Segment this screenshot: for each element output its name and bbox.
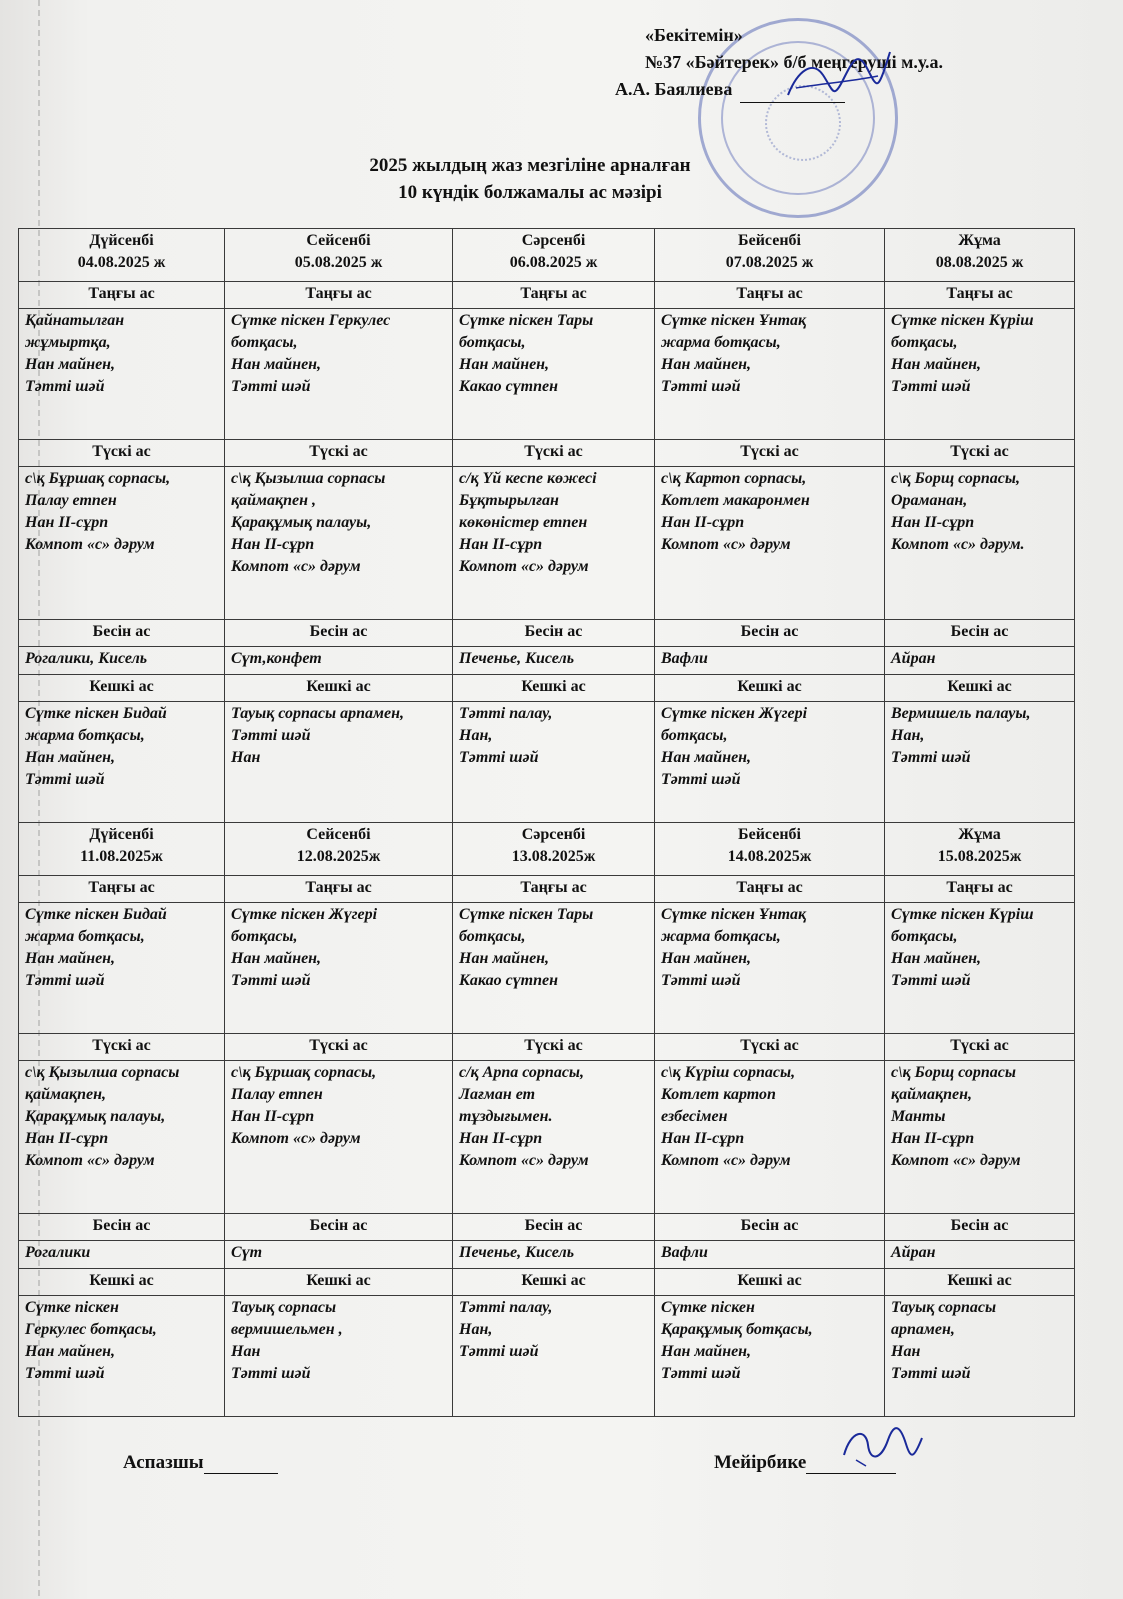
snack-label: Бесін ас (453, 620, 655, 647)
snack-dish-cell: Сүт,конфет (225, 647, 453, 675)
dinner-dish-cell: Сүтке піскен Геркулес ботқасы, Нан майнен, Тәтті шәй (19, 1296, 225, 1417)
lunch-label: Түскі ас (225, 440, 453, 467)
dinner-label: Кешкі ас (655, 675, 885, 702)
day-date: 06.08.2025 ж (509, 254, 598, 271)
document-title (250, 152, 810, 206)
dinner-label: Кешкі ас (655, 1269, 885, 1296)
menu-table (18, 228, 1075, 1417)
day-header-cell (453, 823, 655, 876)
dinner-label: Кешкі ас (225, 675, 453, 702)
breakfast-label: Таңғы ас (225, 282, 453, 309)
day-date: 15.08.2025ж (937, 848, 1022, 865)
lunch-label: Түскі ас (225, 1034, 453, 1061)
day-header-cell (19, 229, 225, 282)
menu-table-body (19, 229, 1075, 1417)
lunch-dish-cell: с\қ Борщ сорпасы қаймақпен, Манты Нан ІІ-сұрп Компот «с» дәрум (885, 1061, 1075, 1214)
day-header-row (19, 823, 1075, 876)
breakfast-label: Таңғы ас (19, 282, 225, 309)
snack-label: Бесін ас (655, 1214, 885, 1241)
lunch-dish-cell: с\қ Бұршақ сорпасы, Палау етпен Нан ІІ-сұрп Компот «с» дәрум (225, 1061, 453, 1214)
day-date: 11.08.2025ж (80, 848, 163, 865)
dinner-dish-cell: Тауық сорпасы арпамен, Нан Тәтті шәй (885, 1296, 1075, 1417)
dinner-label: Кешкі ас (19, 1269, 225, 1296)
snack-dish-cell: Рогалики (19, 1241, 225, 1269)
lunch-label: Түскі ас (885, 440, 1075, 467)
lunch-dish-cell: с/қ Үй кеспе көжесі Бұқтырылған көкөністер етпен Нан ІІ-сұрп Компот «с» дәрум (453, 467, 655, 620)
lunch-label: Түскі ас (453, 440, 655, 467)
nurse-label: Мейірбике (714, 1452, 807, 1473)
snack-label: Бесін ас (19, 1214, 225, 1241)
snack-dish-row (19, 647, 1075, 675)
day-header-cell (453, 229, 655, 282)
lunch-label: Түскі ас (19, 1034, 225, 1061)
dinner-dish-cell: Тәтті палау, Нан, Тәтті шәй (453, 1296, 655, 1417)
day-name: Жұма (958, 232, 1001, 249)
dinner-label: Кешкі ас (19, 675, 225, 702)
lunch-label: Түскі ас (453, 1034, 655, 1061)
snack-label: Бесін ас (19, 620, 225, 647)
director-signature (778, 40, 898, 110)
snack-dish-cell: Сүт (225, 1241, 453, 1269)
day-name: Сейсенбі (306, 826, 371, 843)
lunch-dish-row (19, 1061, 1075, 1214)
day-name: Бейсенбі (738, 826, 801, 843)
breakfast-label: Таңғы ас (885, 876, 1075, 903)
dinner-label: Кешкі ас (453, 1269, 655, 1296)
breakfast-label: Таңғы ас (19, 876, 225, 903)
dinner-label: Кешкі ас (225, 1269, 453, 1296)
snack-label: Бесін ас (885, 620, 1075, 647)
breakfast-dish-cell: Сүтке піскен Күріш ботқасы, Нан майнен, Тәтті шәй (885, 903, 1075, 1034)
nurse-signature (836, 1420, 926, 1470)
breakfast-label: Таңғы ас (453, 282, 655, 309)
snack-dish-cell: Печенье, Кисель (453, 647, 655, 675)
breakfast-label: Таңғы ас (655, 282, 885, 309)
cook-signature-line (204, 1455, 278, 1474)
dinner-dish-cell: Сүтке піскен Жүгері ботқасы, Нан майнен, Тәтті шәй (655, 702, 885, 823)
breakfast-dish-cell: Сүтке піскен Ұнтақ жарма ботқасы, Нан майнен, Тәтті шәй (655, 903, 885, 1034)
day-name: Жұма (958, 826, 1001, 843)
snack-dish-cell: Вафли (655, 647, 885, 675)
breakfast-dish-cell: Сүтке піскен Тары ботқасы, Нан майнен, Какао сүтпен (453, 903, 655, 1034)
title-line-2: 10 күндік болжамалы ас мәзірі (398, 182, 662, 203)
breakfast-label: Таңғы ас (885, 282, 1075, 309)
dinner-dish-cell: Сүтке піскен Қарақұмық ботқасы, Нан майнен, Тәтті шәй (655, 1296, 885, 1417)
dinner-dish-cell: Тауық сорпасы вермишельмен , Нан Тәтті шәй (225, 1296, 453, 1417)
lunch-dish-cell: с\қ Қызылша сорпасы қаймақпен , Қарақұмық палауы, Нан ІІ-сұрп Компот «с» дәрум (225, 467, 453, 620)
dinner-label-row (19, 1269, 1075, 1296)
day-date: 07.08.2025 ж (725, 254, 814, 271)
day-header-cell (885, 229, 1075, 282)
dinner-dish-cell: Тәтті палау, Нан, Тәтті шәй (453, 702, 655, 823)
dinner-dish-cell: Сүтке піскен Бидай жарма ботқасы, Нан майнен, Тәтті шәй (19, 702, 225, 823)
title-line-1: 2025 жылдың жаз мезгіліне арналған (369, 155, 691, 176)
dinner-label: Кешкі ас (453, 675, 655, 702)
day-header-cell (655, 823, 885, 876)
dinner-dish-row (19, 702, 1075, 823)
lunch-label: Түскі ас (885, 1034, 1075, 1061)
breakfast-dish-row (19, 903, 1075, 1034)
day-header-cell (885, 823, 1075, 876)
lunch-label-row (19, 440, 1075, 467)
snack-dish-cell: Печенье, Кисель (453, 1241, 655, 1269)
day-date: 14.08.2025ж (727, 848, 812, 865)
day-date: 08.08.2025 ж (935, 254, 1024, 271)
day-name: Дүйсенбі (89, 232, 154, 249)
snack-label: Бесін ас (885, 1214, 1075, 1241)
day-header-row (19, 229, 1075, 282)
breakfast-label: Таңғы ас (225, 876, 453, 903)
breakfast-dish-cell: Сүтке піскен Тары ботқасы, Нан майнен, Какао сүтпен (453, 309, 655, 440)
breakfast-dish-cell: Сүтке піскен Бидай жарма ботқасы, Нан майнен, Тәтті шәй (19, 903, 225, 1034)
day-date: 13.08.2025ж (511, 848, 596, 865)
dinner-label-row (19, 675, 1075, 702)
breakfast-dish-row (19, 309, 1075, 440)
day-name: Сейсенбі (306, 232, 371, 249)
snack-label: Бесін ас (655, 620, 885, 647)
lunch-dish-cell: с\қ Картоп сорпасы, Котлет макаронмен Нан ІІ-сұрп Компот «с» дәрум (655, 467, 885, 620)
cook-label: Аспазшы (123, 1452, 204, 1473)
snack-dish-cell: Айран (885, 647, 1075, 675)
lunch-dish-cell: с\қ Күріш сорпасы, Котлет картоп езбесімен Нан ІІ-сұрп Компот «с» дәрум (655, 1061, 885, 1214)
breakfast-label-row (19, 876, 1075, 903)
day-header-cell (225, 229, 453, 282)
day-name: Бейсенбі (738, 232, 801, 249)
breakfast-label: Таңғы ас (655, 876, 885, 903)
breakfast-dish-cell: Сүтке піскен Геркулес ботқасы, Нан майнен, Тәтті шәй (225, 309, 453, 440)
day-date: 12.08.2025ж (296, 848, 381, 865)
day-header-cell (655, 229, 885, 282)
snack-dish-cell: Айран (885, 1241, 1075, 1269)
day-header-cell (19, 823, 225, 876)
breakfast-dish-cell: Қайнатылған жұмыртқа, Нан майнен, Тәтті шәй (19, 309, 225, 440)
dinner-dish-cell: Вермишель палауы, Нан, Тәтті шәй (885, 702, 1075, 823)
day-name: Сәрсенбі (521, 232, 586, 249)
lunch-label-row (19, 1034, 1075, 1061)
snack-dish-cell: Вафли (655, 1241, 885, 1269)
lunch-label: Түскі ас (655, 440, 885, 467)
breakfast-label-row (19, 282, 1075, 309)
dinner-label: Кешкі ас (885, 675, 1075, 702)
snack-label: Бесін ас (453, 1214, 655, 1241)
breakfast-dish-cell: Сүтке піскен Күріш ботқасы, Нан майнен, Тәтті шәй (885, 309, 1075, 440)
approver-name: А.А. Баялиева (615, 79, 733, 99)
lunch-label: Түскі ас (655, 1034, 885, 1061)
day-name: Сәрсенбі (521, 826, 586, 843)
breakfast-label: Таңғы ас (453, 876, 655, 903)
approval-position: №37 «Бәйтерек» б/б меңгеруші м.у.а. (645, 52, 944, 72)
day-header-cell (225, 823, 453, 876)
lunch-dish-cell: с/қ Арпа сорпасы, Лағман ет тұздығымен. Нан ІІ-сұрп Компот «с» дәрум (453, 1061, 655, 1214)
cook-signature-field (123, 1452, 278, 1474)
day-date: 04.08.2025 ж (77, 254, 166, 271)
breakfast-dish-cell: Сүтке піскен Жүгері ботқасы, Нан майнен, Тәтті шәй (225, 903, 453, 1034)
lunch-dish-row (19, 467, 1075, 620)
dinner-dish-row (19, 1296, 1075, 1417)
snack-label-row (19, 1214, 1075, 1241)
snack-dish-cell: Рогалики, Кисель (19, 647, 225, 675)
dinner-dish-cell: Тауық сорпасы арпамен, Тәтті шәй Нан (225, 702, 453, 823)
snack-dish-row (19, 1241, 1075, 1269)
lunch-dish-cell: с\қ Борщ сорпасы, Ораманан, Нан ІІ-сұрп Компот «с» дәрум. (885, 467, 1075, 620)
snack-label-row (19, 620, 1075, 647)
lunch-dish-cell: с\қ Бұршақ сорпасы, Палау етпен Нан ІІ-сұрп Компот «с» дәрум (19, 467, 225, 620)
breakfast-dish-cell: Сүтке піскен Ұнтақ жарма ботқасы, Нан майнен, Тәтті шәй (655, 309, 885, 440)
dinner-label: Кешкі ас (885, 1269, 1075, 1296)
lunch-dish-cell: с\қ Қызылша сорпасы қаймақпен, Қарақұмық палауы, Нан ІІ-сұрп Компот «с» дәрум (19, 1061, 225, 1214)
snack-label: Бесін ас (225, 620, 453, 647)
approval-heading: «Бекітемін» (645, 25, 743, 45)
snack-label: Бесін ас (225, 1214, 453, 1241)
lunch-label: Түскі ас (19, 440, 225, 467)
day-name: Дүйсенбі (89, 826, 154, 843)
day-date: 05.08.2025 ж (294, 254, 383, 271)
